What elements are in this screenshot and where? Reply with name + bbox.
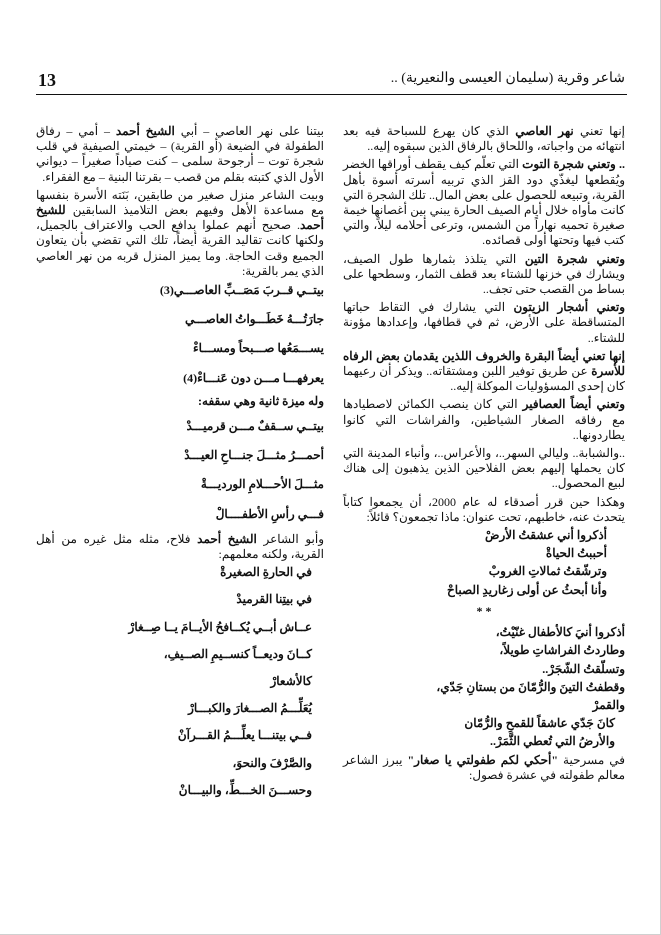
- poem-line: أذكروا أني عشقتُ الأرضْ: [484, 528, 607, 543]
- paragraph-father: وأبو الشاعر الشيخ أحمد فلاح، مثله مثل غيره من أهل القرية، ولكنه معلمهم:: [36, 531, 324, 562]
- right-column: [343, 124, 625, 786]
- poem-line: أحببتُ الحياةْ: [545, 546, 607, 561]
- paragraph-play: في مسرحية "أحكي لكم طفولتي يا صغار" يبرز الشاعر معالم طفولته في عشرة فصول:: [343, 752, 625, 782]
- poem-house-river: [36, 283, 324, 386]
- poem-line: كــانَ وديعــاً كنســيمِ الصــيفِ،: [163, 646, 312, 661]
- paragraph-evenings: ..والشبابة.. وليالي السهر..، والأعراس..، وأنباء المدينة التي كان يحملها إليهم بعض الفلاحين الذين يذهبون إلى هناك لبيع المحصول..: [343, 446, 625, 491]
- poem-line: وحســـنَ الخـــطِّ، والبيـــانْ: [178, 782, 312, 797]
- paragraph-house: وبيت الشاعر منزل صغير من طابقين، بَنَته الأسرة بنفسها مع مساعدة الأهل وفيهم بعض التلاميذ السابقين للشيخ أحمد. صحيح أنهم عملوا بدافع الحب والاعتراف بالجميل، ولكنها كانت تقاليد القرية أيضاً، تلك التي تقضي بأن يتعاون الجميع وقت الحاجة. وما يميز المنزل قربه من نهر العاصي الذي يمر بالقرية:: [36, 187, 324, 278]
- poem-children: [343, 625, 625, 749]
- poem-line: أذكروا أنيَ كالأطفال غنّيْتُ،: [495, 625, 625, 640]
- paragraph-chapters: بيتنا على نهر العاصي – أبي الشيخ أحمد – أمي – رفاق الطفولة في الضيعة (أو القرية) – خيمتي الصيفية في قلب شجرة توت – أرجوحة سلمى – كنت صياداً صغيراً – ديواني الأول الذي كتبته بقلم من قصب – بقرتنا البنية – مع الفقراء.: [36, 124, 324, 184]
- paragraph-cow: إنها تعني أيضاً البقرة والخروف اللذين يقدمان بعض الرفاه للأسرة عن طريق توفير اللبن ومشتقاته.. ويذكر أن رعيهما كان إحدى المسؤوليات الموكلة إليه..: [343, 348, 625, 394]
- poem-line: بيتــي ســقفٌ مـــن قرميـــدْ: [186, 419, 324, 434]
- poem-line: يســـمَعُها صـــبحاً ومســـاءْ: [192, 341, 324, 356]
- poem-house-roof: [36, 419, 324, 522]
- poem-line: كالأشعارْ: [270, 674, 312, 689]
- poem-line: فـــي رأسِ الأطفــــالْ: [215, 506, 324, 521]
- paragraph-river: إنها تعني نهر العاصي الذي كان يهرع للسباحة فيه بعد انتهائه من واجباته، واللحاق بالرفاق الذين سبقوه إليه..: [343, 124, 625, 154]
- left-column: [36, 124, 324, 801]
- page-number: 13: [38, 70, 56, 90]
- poem-line: في بيتِنا القرميدْ: [236, 592, 312, 607]
- section-stars: * *: [476, 603, 492, 618]
- poem-line: يُعَلِّـــمُ الصـــغارَ والكبـــارْ: [188, 701, 312, 716]
- poem-line: وترشّقتُ ثمالاتِ الغروبْ: [488, 564, 607, 579]
- poem-line: وقطفتُ التينَ والرُّمّانَ من بستانِ جَدّي،: [436, 679, 625, 694]
- poem-line: والأرضُ التي تُعطي الثَّمَرْ..: [489, 734, 615, 749]
- poem-earth: [343, 528, 625, 598]
- paragraph-friends: وهكذا حين قرر أصدقاء له عام 2000، أن يجمعوا كتاباً يتحدث عنه، خاطبهم، تحت عنوان: ماذا تجمعون؟ قائلاً:: [343, 494, 625, 524]
- poem-line: فــي بيتنـــا يعلِّـــمُ القـــرآنْ: [177, 728, 312, 743]
- poem-line: في الحارةِ الصغيرةْ: [220, 565, 312, 580]
- header-rule: [36, 94, 627, 95]
- poem-line: مثـــلَ الأحـــلامِ الورديـــةْ: [200, 477, 324, 492]
- paragraph-fig: وتعني شجرة التين التي يتلذذ بثمارها طول الصيف، ويشارك في خزنها للشتاء بعد قطف الثمار، وسطحها على بساط من القصب حتى تجف..: [343, 251, 626, 297]
- paragraph-olive: وتعني أشجار الزيتون التي يشارك في التقاط حباتها المتساقطة على الأرض، ثم في قطافها، وإعدادها مؤونة للشتاء..: [343, 300, 626, 345]
- poem-line: بيتــي قــربَ مَصَــبِّ العاصـــي(3): [159, 283, 324, 298]
- paragraph-mulberry: .. وتعني شجرة التوت التي تعلّم كيف يقطف أوراقها الخضر ويُقطعها ليغذّي دود القز الذي تربيه أسرته أسوة بأهل القرية، وتبيعه للحصول على بعض المال.. تلك الشجرة التي كانت مأواه خلال أيام الصيف الحارة يبني بين أغصانها خيمة صغيرة تحميه نهاراً من الشمس، وترعى أحلامه ليلاً، والتي كتب فيها وتحتها أولى قصائده.: [343, 157, 625, 248]
- poem-line: وطاردتُ الفراشاتِ طويلاً،: [499, 643, 625, 658]
- running-header: شاعر وقرية (سليمان العيسى والنعيرية) ..: [390, 71, 625, 86]
- poem-line: وأنا أبحثُ عن أولى زغاريدِ الصباحْ: [447, 582, 607, 597]
- poem-father: [36, 565, 324, 798]
- poem-line: يعرفهـــا مـــن دون عَنـــاءْ(4): [183, 370, 324, 385]
- poem-line: أحمـــرُ مثـــلَ جنـــاحِ العيـــدْ: [184, 448, 324, 463]
- poem-line: وتسلّقتُ الشّجَرْ..: [542, 661, 625, 676]
- poem-line: كانَ جَدّي عاشقاً للقمحِ والرُّمّان: [464, 716, 615, 731]
- roof-intro: وله ميزة ثانية وهي سقفه:: [198, 393, 324, 408]
- paragraph-birds: وتعني أيضاً العصافير التي كان ينصب الكمائن لاصطيادها مع رفاقه الصغار الشياطين، والفراشات التي كانوا يطاردونها..: [343, 397, 625, 442]
- poem-line: جارَتُـــهُ خَطَـــواتُ العاصـــي: [184, 312, 324, 327]
- poem-line: عــاش أبــي يُكــافحُ الأيــامَ يــا صِــغارْ: [128, 619, 312, 634]
- poem-line: والقمرْ: [592, 697, 625, 712]
- poem-line: والصَّرْفَ والنحوَ،: [232, 755, 312, 770]
